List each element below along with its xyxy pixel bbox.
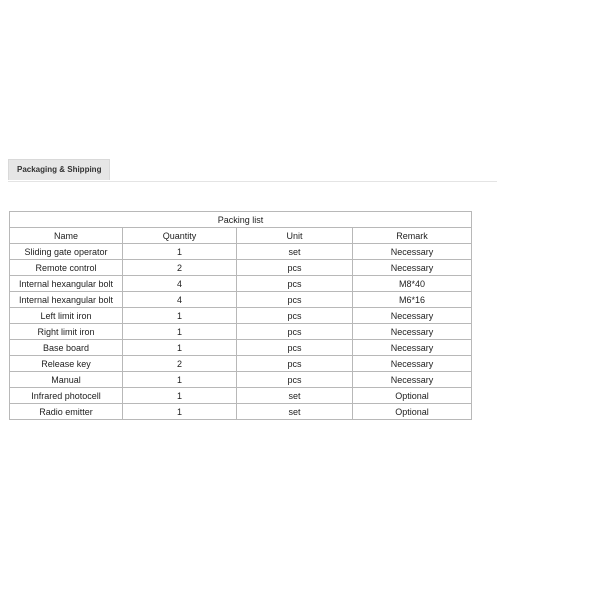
tab-packaging-shipping[interactable]: Packaging & Shipping (8, 159, 110, 180)
cell-name: Base board (10, 340, 123, 356)
packing-list-table (9, 211, 472, 420)
cell-name: Internal hexangular bolt (10, 292, 123, 308)
cell-name: Radio emitter (10, 404, 123, 420)
table-row (10, 308, 472, 324)
cell-unit: pcs (237, 308, 353, 324)
cell-remark: Necessary (353, 372, 472, 388)
cell-remark: Necessary (353, 340, 472, 356)
table-row (10, 388, 472, 404)
cell-quantity: 1 (123, 372, 237, 388)
cell-quantity: 2 (123, 260, 237, 276)
cell-remark: Necessary (353, 356, 472, 372)
cell-quantity: 4 (123, 276, 237, 292)
cell-name: Right limit iron (10, 324, 123, 340)
cell-unit: pcs (237, 260, 353, 276)
cell-unit: pcs (237, 372, 353, 388)
cell-unit: pcs (237, 292, 353, 308)
cell-unit: set (237, 388, 353, 404)
table-row (10, 324, 472, 340)
cell-remark: Optional (353, 388, 472, 404)
cell-remark: M6*16 (353, 292, 472, 308)
cell-remark: Necessary (353, 260, 472, 276)
cell-name: Remote control (10, 260, 123, 276)
cell-remark: M8*40 (353, 276, 472, 292)
cell-quantity: 1 (123, 404, 237, 420)
cell-unit: pcs (237, 356, 353, 372)
cell-quantity: 1 (123, 308, 237, 324)
table-caption: Packing list (10, 212, 472, 228)
cell-name: Sliding gate operator (10, 244, 123, 260)
table-row (10, 292, 472, 308)
cell-quantity: 1 (123, 388, 237, 404)
cell-remark: Necessary (353, 308, 472, 324)
cell-name: Release key (10, 356, 123, 372)
table-row (10, 244, 472, 260)
cell-unit: pcs (237, 276, 353, 292)
cell-remark: Optional (353, 404, 472, 420)
column-header-name: Name (10, 228, 123, 244)
cell-quantity: 4 (123, 292, 237, 308)
cell-quantity: 1 (123, 244, 237, 260)
column-header-unit: Unit (237, 228, 353, 244)
cell-quantity: 2 (123, 356, 237, 372)
table-row (10, 356, 472, 372)
table-row (10, 340, 472, 356)
table-header-row (10, 228, 472, 244)
table-caption-row (10, 212, 472, 228)
table-row (10, 404, 472, 420)
column-header-remark: Remark (353, 228, 472, 244)
cell-remark: Necessary (353, 324, 472, 340)
column-header-quantity: Quantity (123, 228, 237, 244)
cell-unit: pcs (237, 340, 353, 356)
table-row (10, 276, 472, 292)
cell-quantity: 1 (123, 340, 237, 356)
cell-unit: pcs (237, 324, 353, 340)
cell-name: Internal hexangular bolt (10, 276, 123, 292)
table-row (10, 372, 472, 388)
section-header (8, 159, 497, 182)
cell-quantity: 1 (123, 324, 237, 340)
cell-unit: set (237, 404, 353, 420)
cell-remark: Necessary (353, 244, 472, 260)
cell-unit: set (237, 244, 353, 260)
table-row (10, 260, 472, 276)
cell-name: Left limit iron (10, 308, 123, 324)
cell-name: Infrared photocell (10, 388, 123, 404)
cell-name: Manual (10, 372, 123, 388)
